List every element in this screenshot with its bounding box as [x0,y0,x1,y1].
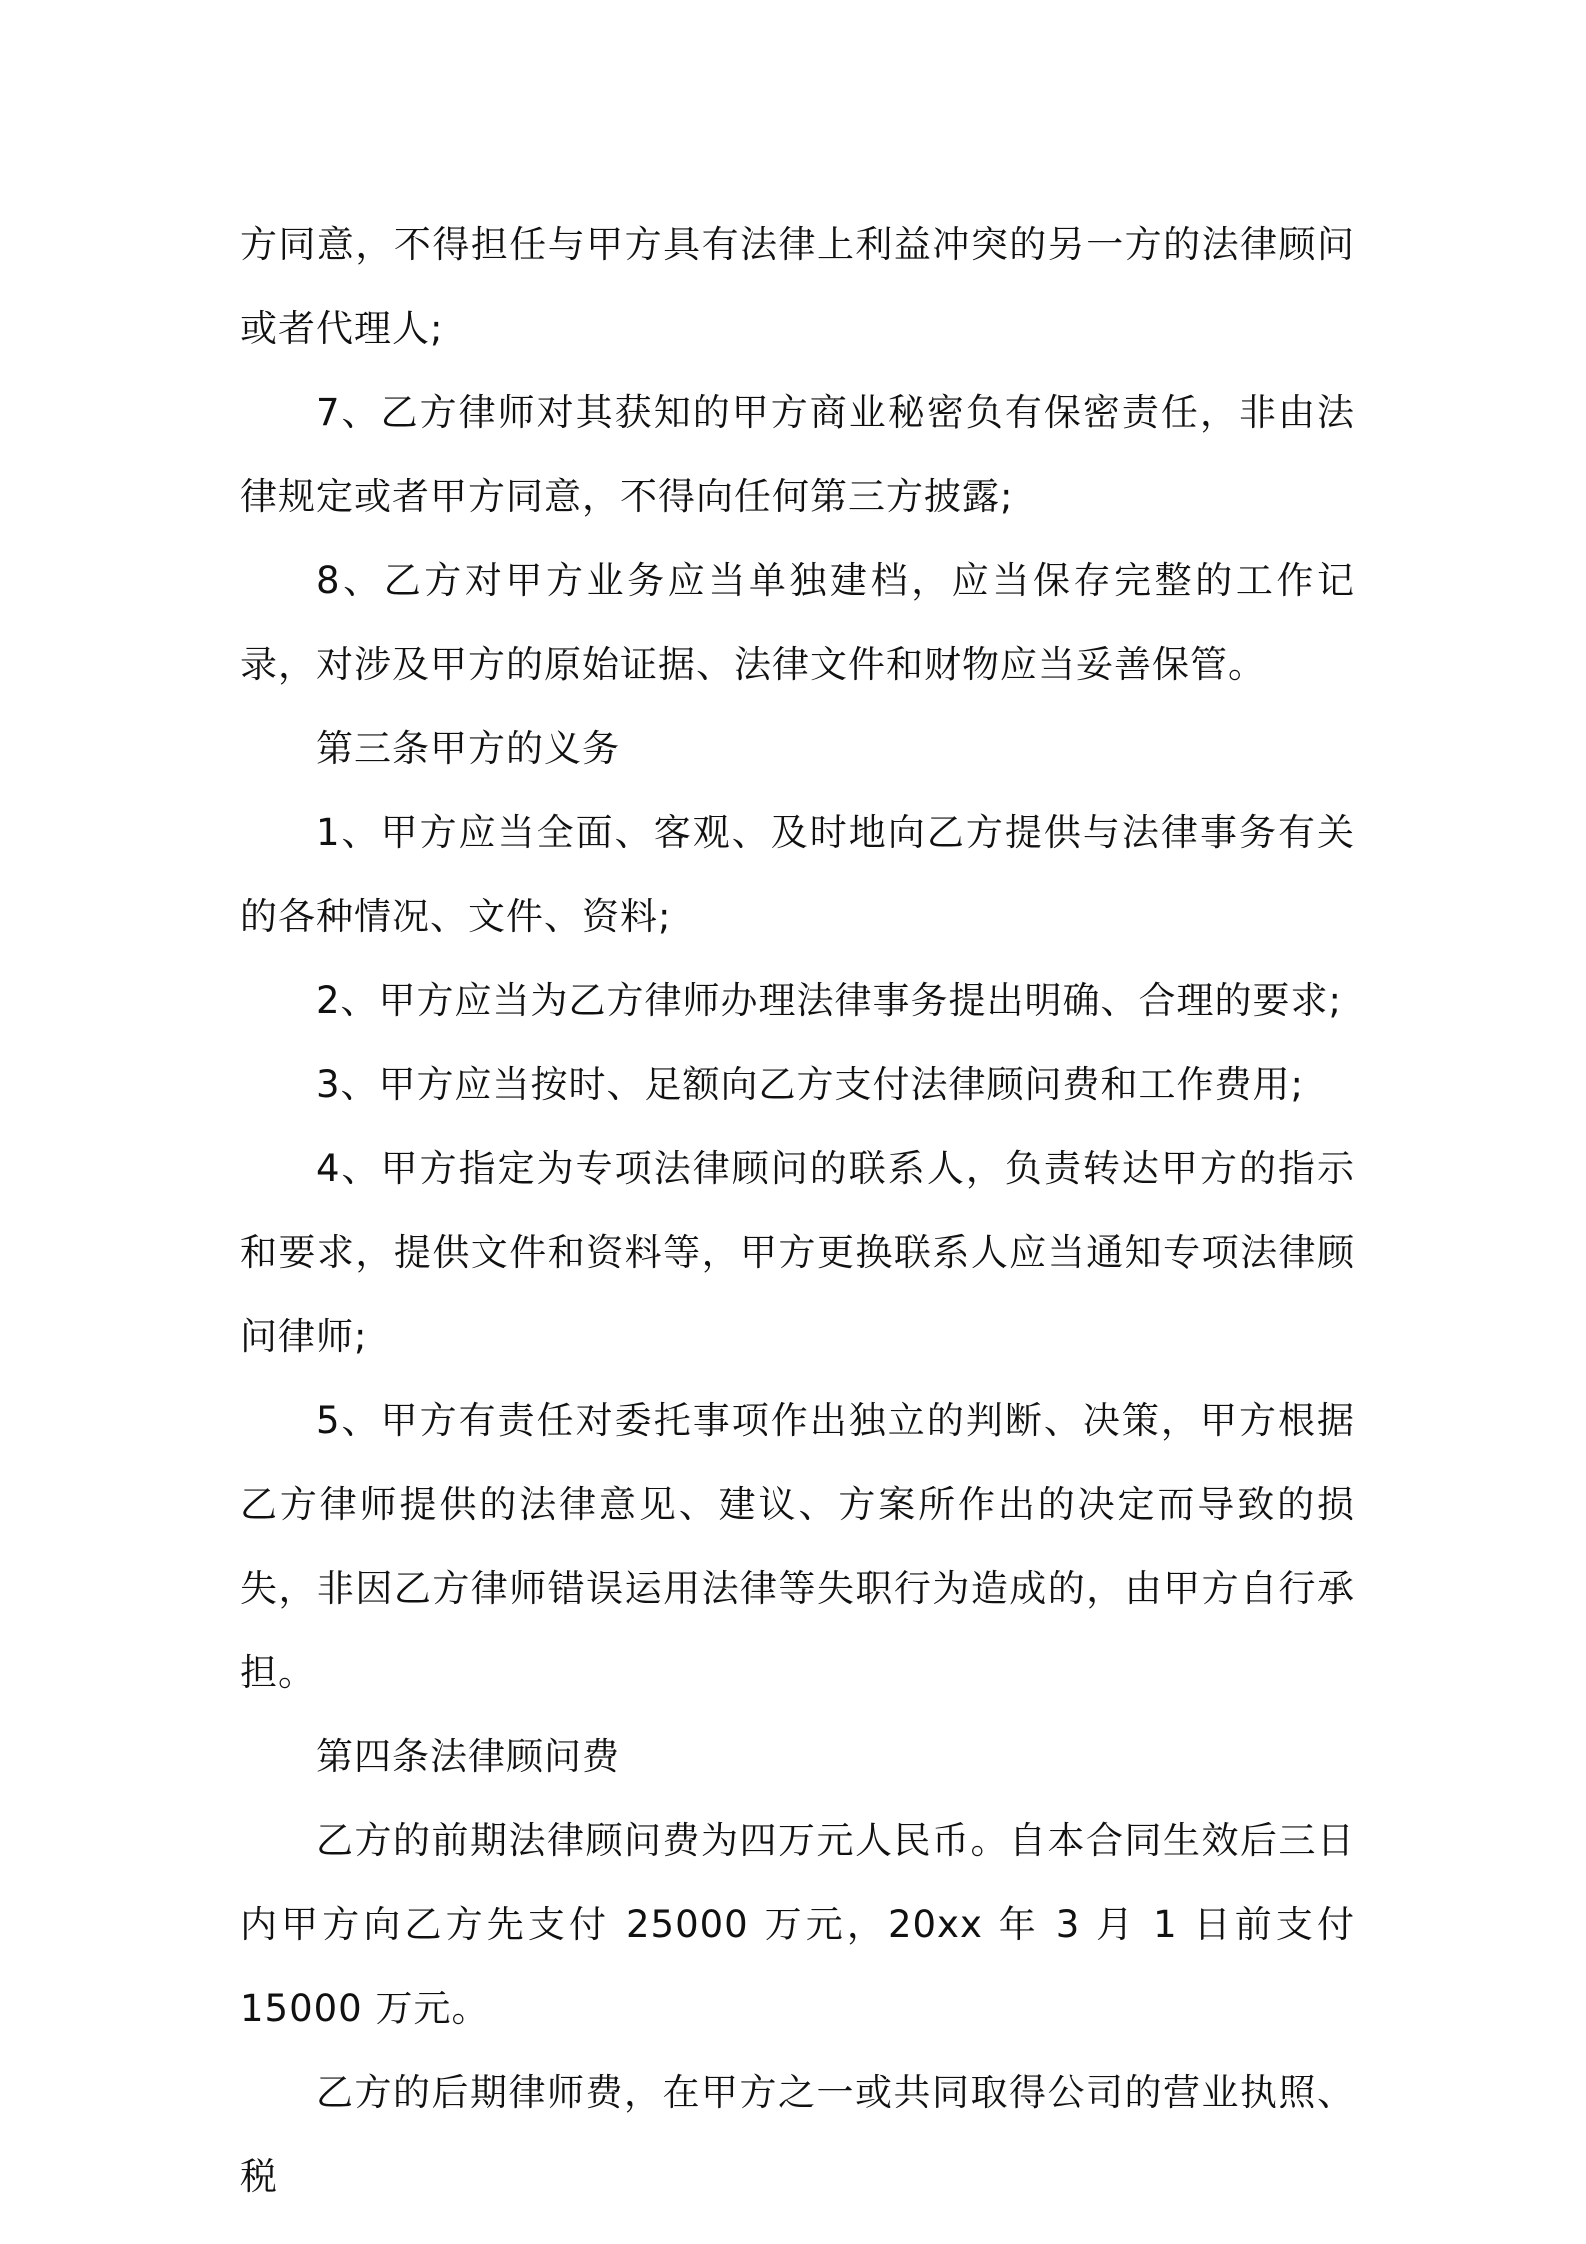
article-3-clause-2: 2、甲方应当为乙方律师办理法律事务提出明确、合理的要求; [316,979,1343,1022]
fee-paragraph-1: 乙方的前期法律顾问费为四万元人民币。自本合同生效后三日内甲方向乙方先支付 25000 万元，20xx 年 3 月 1 日前支付 15000 万元。 [240,1819,1355,2030]
clause-8: 8、乙方对甲方业务应当单独建档，应当保存完整的工作记录，对涉及甲方的原始证据、法律文件和财物应当妥善保管。 [240,559,1355,686]
article-3-clause-3: 3、甲方应当按时、足额向乙方支付法律顾问费和工作费用; [316,1063,1305,1106]
article-3-clause-5: 5、甲方有责任对委托事项作出独立的判断、决策，甲方根据乙方律师提供的法律意见、建议、方案所作出的决定而导致的损失，非因乙方律师错误运用法律等失职行为造成的，由甲方自行承担。 [240,1399,1355,1694]
paragraph-continuation: 方同意，不得担任与甲方具有法律上利益冲突的另一方的法律顾问或者代理人; [240,223,1355,350]
document-body [240,203,1355,2219]
article-4-heading: 第四条法律顾问费 [316,1735,620,1778]
article-3-heading: 第三条甲方的义务 [316,727,620,770]
article-3-clause-1: 1、甲方应当全面、客观、及时地向乙方提供与法律事务有关的各种情况、文件、资料; [240,811,1355,938]
clause-7: 7、乙方律师对其获知的甲方商业秘密负有保密责任，非由法律规定或者甲方同意，不得向任何第三方披露; [240,391,1355,518]
article-3-clause-4: 4、甲方指定为专项法律顾问的联系人，负责转达甲方的指示和要求，提供文件和资料等，甲方更换联系人应当通知专项法律顾问律师; [240,1147,1355,1358]
fee-paragraph-2: 乙方的后期律师费，在甲方之一或共同取得公司的营业执照、税 [240,2071,1355,2198]
